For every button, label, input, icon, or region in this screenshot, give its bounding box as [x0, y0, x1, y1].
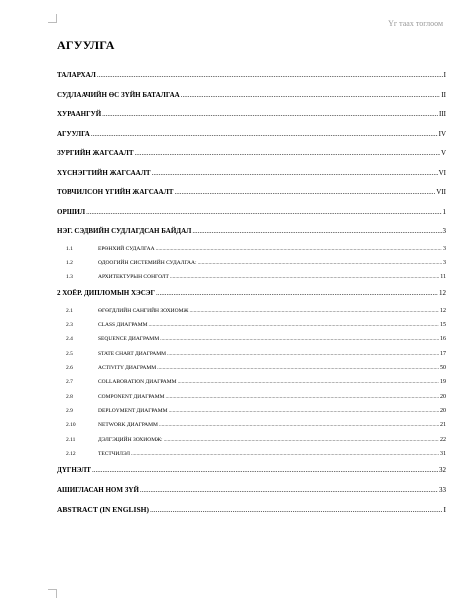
toc-subentry-page: 20 — [440, 393, 446, 400]
toc-entry-page: VI — [438, 168, 446, 177]
toc-entry-label: ТАЛАРХАЛ — [57, 71, 96, 79]
toc-entry-page: II — [441, 90, 446, 99]
toc-subentry[interactable] — [57, 256, 446, 270]
toc-entry-page: IV — [438, 129, 446, 138]
toc-subentry-page: 19 — [440, 379, 446, 386]
dot-leader — [152, 164, 438, 184]
toc-entry-page: III — [439, 110, 446, 118]
toc-subentry-number: 2.12 — [66, 450, 76, 457]
toc-entry-label: ДҮГНЭЛТ — [57, 466, 91, 475]
dot-leader — [148, 318, 439, 332]
toc-entry-ethics[interactable] — [57, 86, 446, 106]
toc-subentry-number: 1.3 — [66, 274, 73, 281]
dot-leader — [160, 332, 439, 346]
toc-entry-label: СУДЛААЧИЙН ӨС ЗҮЙН БАТАЛГАА — [57, 90, 180, 99]
toc-subentry-label: SEQUENCE ДИАГРАММ — [98, 336, 160, 343]
toc-entry-acknowledgement[interactable] — [57, 66, 446, 86]
toc-subentry[interactable] — [57, 375, 446, 389]
toc-entry-label: ОРШИЛ — [57, 207, 86, 216]
toc-subentry-number: 2.5 — [66, 350, 73, 357]
toc-subentry-page: 21 — [440, 422, 446, 429]
dot-leader — [189, 304, 439, 318]
dot-leader — [156, 242, 442, 256]
toc-subentry[interactable] — [57, 390, 446, 404]
dot-leader — [157, 361, 439, 375]
dot-leader — [169, 404, 439, 418]
toc-subentry[interactable] — [57, 270, 446, 284]
dot-leader — [192, 222, 441, 242]
toc-subentry-page: 50 — [440, 365, 446, 372]
toc-subentry[interactable] — [57, 361, 446, 375]
dot-leader — [174, 183, 435, 203]
toc-subentry-number: 2.10 — [66, 422, 76, 429]
dot-leader — [181, 86, 441, 106]
toc-entry-page: 3 — [442, 227, 446, 235]
toc-subentry-number: 2.1 — [66, 307, 73, 314]
toc-entry-tables[interactable] — [57, 164, 446, 184]
toc-entry-references[interactable] — [57, 481, 446, 501]
toc-subentry[interactable] — [57, 404, 446, 418]
crop-mark-bottom-left — [48, 589, 57, 598]
toc-subentry-page: 16 — [440, 336, 446, 343]
dot-leader — [131, 447, 439, 461]
toc-subentry-label: ОДООГИЙН СИСТЕМИЙН СУДАЛГАА: — [98, 259, 197, 266]
toc-subentry-page: 3 — [443, 245, 446, 252]
toc-entry-page: 12 — [439, 289, 446, 298]
toc-entry-abbreviations[interactable] — [57, 183, 446, 203]
toc-entry-label: ХҮСНЭГТИЙН ЖАГСААЛТ — [57, 168, 151, 177]
toc-subentry-number: 1.1 — [66, 245, 73, 252]
toc-subentry-number: 2.4 — [66, 336, 73, 343]
dot-leader — [164, 433, 439, 447]
toc-entry-label: ABSTRACT (IN ENGLISH) — [57, 505, 149, 515]
toc-entry-label: АШИГЛАСАН НОМ ЗҮЙ — [57, 485, 139, 494]
toc-entry-contents[interactable] — [57, 125, 446, 145]
toc-subentry[interactable] — [57, 332, 446, 346]
toc-entry-page: 33 — [439, 485, 446, 494]
dot-leader — [86, 203, 441, 223]
toc-entry-abstract[interactable] — [57, 500, 446, 520]
toc-entry-chapter-1[interactable] — [57, 222, 446, 242]
toc-entry-conclusion[interactable] — [57, 461, 446, 481]
toc-entry-introduction[interactable] — [57, 203, 446, 223]
toc-entry-chapter-2[interactable] — [57, 284, 446, 304]
dot-leader — [159, 418, 439, 432]
toc-subentry-label: ЕРӨНХИЙ СУДАЛГАА — [98, 245, 155, 252]
toc-entry-label: ЗУРГИЙН ЖАГСААЛТ — [57, 149, 134, 157]
dot-leader — [140, 481, 438, 501]
toc-subentry[interactable] — [57, 433, 446, 447]
toc-entry-page: VII — [436, 188, 446, 196]
table-of-contents — [57, 66, 446, 520]
crop-mark-top-left — [48, 14, 57, 23]
toc-subentry-label: ТЕСТЧИЛЭЛ — [98, 450, 131, 457]
toc-subentry-label: ДЭЛГЭЦИЙН ЗОХИОМЖ: — [98, 436, 163, 443]
dot-leader — [135, 144, 440, 164]
toc-subentry[interactable] — [57, 418, 446, 432]
toc-subentry-number: 2.6 — [66, 365, 73, 372]
page-header-note: Үг таах тоглоом — [388, 19, 443, 28]
toc-entry-page: I — [443, 71, 446, 79]
dot-leader — [170, 270, 439, 284]
toc-subentry-page: 22 — [440, 436, 446, 443]
toc-subentry[interactable] — [57, 318, 446, 332]
toc-entry-page: 1 — [442, 207, 446, 216]
toc-subentry-label: DEPLOYMENT ДИАГРАММ — [98, 407, 168, 414]
toc-subentry-number: 2.11 — [66, 436, 76, 443]
toc-subentry-number: 2.3 — [66, 322, 73, 329]
toc-subentry-label: COLLABORATION ДИАГРАММ — [98, 379, 177, 386]
dot-leader — [167, 347, 439, 361]
toc-subentry-page: 31 — [440, 450, 446, 457]
toc-subentry-label: CLASS ДИАГРАММ — [98, 322, 148, 329]
toc-subentry-number: 2.9 — [66, 407, 73, 414]
toc-subentry-page: 12 — [440, 307, 446, 314]
toc-subentry[interactable] — [57, 347, 446, 361]
toc-entry-page: 32 — [439, 466, 446, 475]
toc-entry-summary[interactable] — [57, 105, 446, 125]
toc-entry-label: 2 ХОЁР. ДИПЛОМЫН ХЭСЭГ — [57, 289, 155, 298]
dot-leader — [91, 125, 438, 145]
toc-subentry-label: NETWORK ДИАГРАММ — [98, 422, 158, 429]
dot-leader — [92, 461, 438, 481]
toc-subentry-page: 3 — [443, 259, 446, 266]
toc-subentry-number: 1.2 — [66, 259, 73, 266]
toc-subentry-label: ӨГӨГДЛИЙН САНГИЙН ЗОХИОМЖ — [98, 307, 189, 314]
dot-leader — [165, 390, 439, 404]
dot-leader — [97, 66, 443, 86]
dot-leader — [102, 105, 438, 125]
toc-subentry-label: ACTIVITY ДИАГРАММ — [98, 365, 157, 372]
toc-entry-page: I — [443, 505, 446, 515]
toc-subentry-page: 15 — [440, 322, 446, 329]
toc-subentry-label: COMPONENT ДИАГРАММ — [98, 393, 165, 400]
toc-entry-label: ТОВЧИЛСОН ҮГИЙН ЖАГСААЛТ — [57, 188, 174, 196]
toc-entry-figures[interactable] — [57, 144, 446, 164]
page-title: АГУУЛГА — [57, 38, 115, 52]
toc-subentry[interactable] — [57, 447, 446, 461]
dot-leader — [156, 284, 438, 304]
toc-subentry-number: 2.8 — [66, 393, 73, 400]
toc-entry-label: ХУРААНГУЙ — [57, 110, 102, 118]
toc-subentry-page: 11 — [440, 274, 446, 281]
dot-leader — [150, 500, 443, 520]
toc-subentry[interactable] — [57, 242, 446, 256]
toc-subentry-label: АРХИТЕКТУРЫН СОНГОЛТ — [98, 274, 169, 281]
toc-entry-page: V — [440, 149, 446, 157]
toc-subentry[interactable] — [57, 304, 446, 318]
dot-leader — [198, 256, 442, 270]
toc-entry-label: АГУУЛГА — [57, 129, 90, 138]
toc-subentry-page: 17 — [440, 350, 446, 357]
toc-subentry-page: 20 — [440, 407, 446, 414]
dot-leader — [178, 375, 440, 389]
toc-subentry-label: STATE CHART ДИАГРАММ — [98, 350, 167, 357]
toc-subentry-number: 2.7 — [66, 379, 73, 386]
toc-entry-label: НЭГ. СЭДВИЙН СУДЛАГДСАН БАЙДАЛ — [57, 227, 192, 235]
